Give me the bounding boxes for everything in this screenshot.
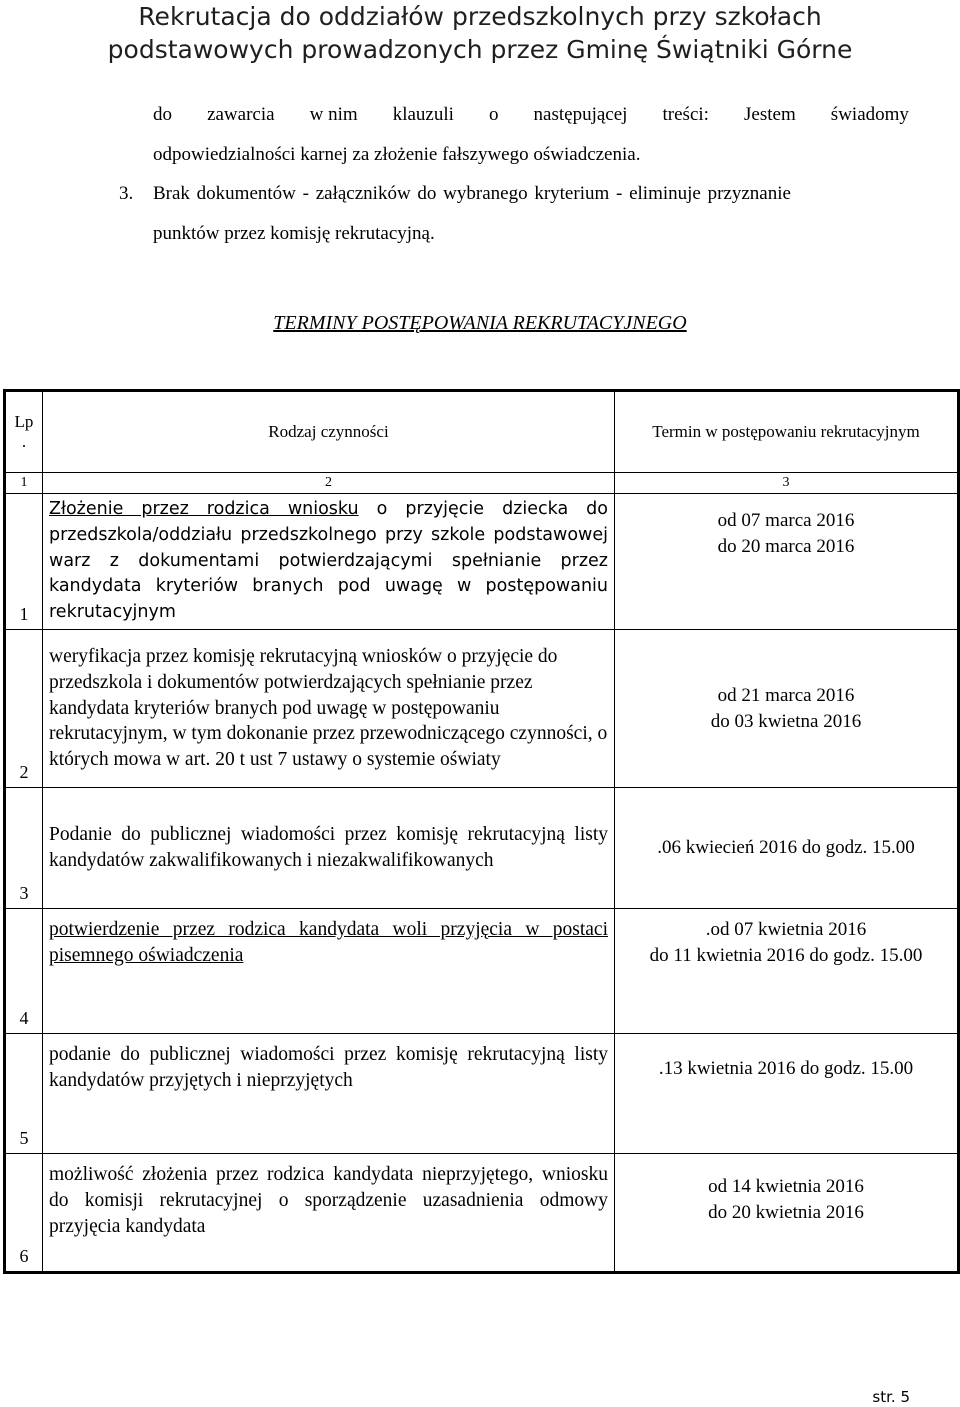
row-term-from: .od 07 kwietnia 2016	[705, 919, 867, 940]
column-number: 2	[43, 473, 615, 494]
table-row	[5, 494, 959, 630]
schedule-table	[3, 389, 960, 1274]
table-header-row	[5, 391, 959, 473]
intro-word: zawarcia	[207, 104, 275, 125]
row-term-from: od 07 marca 2016	[717, 510, 855, 531]
intro-word: do	[153, 104, 172, 125]
page-header	[0, 0, 960, 66]
header-title-line-2: podstawowych prowadzonych przez Gminę Świątniki Górne	[107, 35, 853, 64]
row-term	[615, 630, 959, 788]
intro-word: następującej	[533, 104, 628, 125]
table-row	[5, 788, 959, 909]
row-number: 3	[5, 788, 43, 909]
header-lp-dot: .	[21, 432, 27, 451]
header-lp	[5, 391, 43, 473]
row-number: 1	[5, 494, 43, 630]
row-term-date: .13 kwietnia 2016 do godz. 15.00	[658, 1058, 914, 1079]
row-activity	[43, 494, 615, 630]
intro-word: w nim	[309, 104, 358, 125]
intro-word: Jestem	[744, 104, 796, 125]
header-term: Termin w postępowaniu rekrutacyjnym	[615, 391, 959, 473]
row-term-to: do 03 kwietna 2016	[710, 710, 862, 732]
row-activity-underlined: Złożenie przez rodzica wniosku	[49, 499, 359, 519]
row-term	[615, 1154, 959, 1273]
row-term-to: do 11 kwietnia 2016 do godz. 15.00	[649, 945, 923, 966]
header-activity: Rodzaj czynności	[43, 391, 615, 473]
row-activity-rest: o przyjęcie dziecka do przedszkola/oddziału przedszkolnego przy szkole podstawowej warz z dokumentami potwierdzającymi spełnianie przez kandydata kryteriów branych pod uwagę w postępowaniu rekrutacyjnym	[49, 499, 608, 623]
header-lp-text: Lp	[14, 412, 34, 431]
intro-line-3: Brak dokumentów - załączników do wybranego kryterium - eliminuje przyznanie	[153, 183, 791, 204]
table-row	[5, 909, 959, 1034]
row-term	[615, 494, 959, 630]
intro-word: o	[488, 104, 499, 125]
row-term	[615, 788, 959, 909]
row-activity: podanie do publicznej wiadomości przez komisję rekrutacyjną listy kandydatów przyjętych i nieprzyjętych	[43, 1034, 615, 1154]
row-term-to: do 20 marca 2016	[717, 536, 855, 557]
intro-line-1	[153, 103, 909, 127]
row-activity: Podanie do publicznej wiadomości przez komisję rekrutacyjną listy kandydatów zakwalifikowanych i niezakwalifikowanych	[43, 788, 615, 909]
intro-word: świadomy	[830, 104, 909, 125]
row-term-from: od 21 marca 2016	[717, 684, 855, 706]
list-number-3: 3.	[119, 183, 134, 204]
table-row	[5, 1034, 959, 1154]
table-row	[5, 630, 959, 788]
row-activity: potwierdzenie przez rodzica kandydata woli przyjęcia w postaci pisemnego oświadczenia	[43, 909, 615, 1034]
page-number: str. 5	[872, 1388, 910, 1406]
column-number: 3	[615, 473, 959, 494]
row-number: 4	[5, 909, 43, 1034]
column-number: 1	[5, 473, 43, 494]
column-number-row	[5, 473, 959, 494]
row-activity: możliwość złożenia przez rodzica kandydata nieprzyjętego, wniosku do komisji rekrutacyjnej o sporządzenie uzasadnienia odmowy przyjęcia kandydata	[43, 1154, 615, 1273]
section-title: TERMINY POSTĘPOWANIA REKRUTACYJNEGO	[273, 312, 687, 334]
row-term-to: do 20 kwietnia 2016	[708, 1202, 864, 1223]
intro-word: treści:	[662, 104, 709, 125]
table-row	[5, 1154, 959, 1273]
intro-line-4: punktów przez komisję rekrutacyjną.	[153, 223, 435, 244]
row-term-from: od 14 kwietnia 2016	[708, 1176, 864, 1197]
row-term-date: .06 kwiecień 2016 do godz. 15.00	[657, 837, 915, 858]
row-number: 6	[5, 1154, 43, 1273]
row-activity: weryfikacja przez komisję rekrutacyjną wniosków o przyjęcie do przedszkola i dokumentów potwierdzających spełnianie przez kandydata kryteriów branych pod uwagę w postępowaniu rekrutacyjnym, w tym dokonanie przez przewodniczącego czynności, o których mowa w art. 20 t ust 7 ustawy o systemie oświaty	[43, 630, 615, 788]
row-number: 2	[5, 630, 43, 788]
row-term	[615, 909, 959, 1034]
intro-line-2: odpowiedzialności karnej za złożenie fałszywego oświadczenia.	[153, 144, 641, 165]
intro-word: klauzuli	[392, 104, 454, 125]
header-title-line-1: Rekrutacja do oddziałów przedszkolnych przy szkołach	[138, 2, 822, 31]
row-term	[615, 1034, 959, 1154]
row-number: 5	[5, 1034, 43, 1154]
